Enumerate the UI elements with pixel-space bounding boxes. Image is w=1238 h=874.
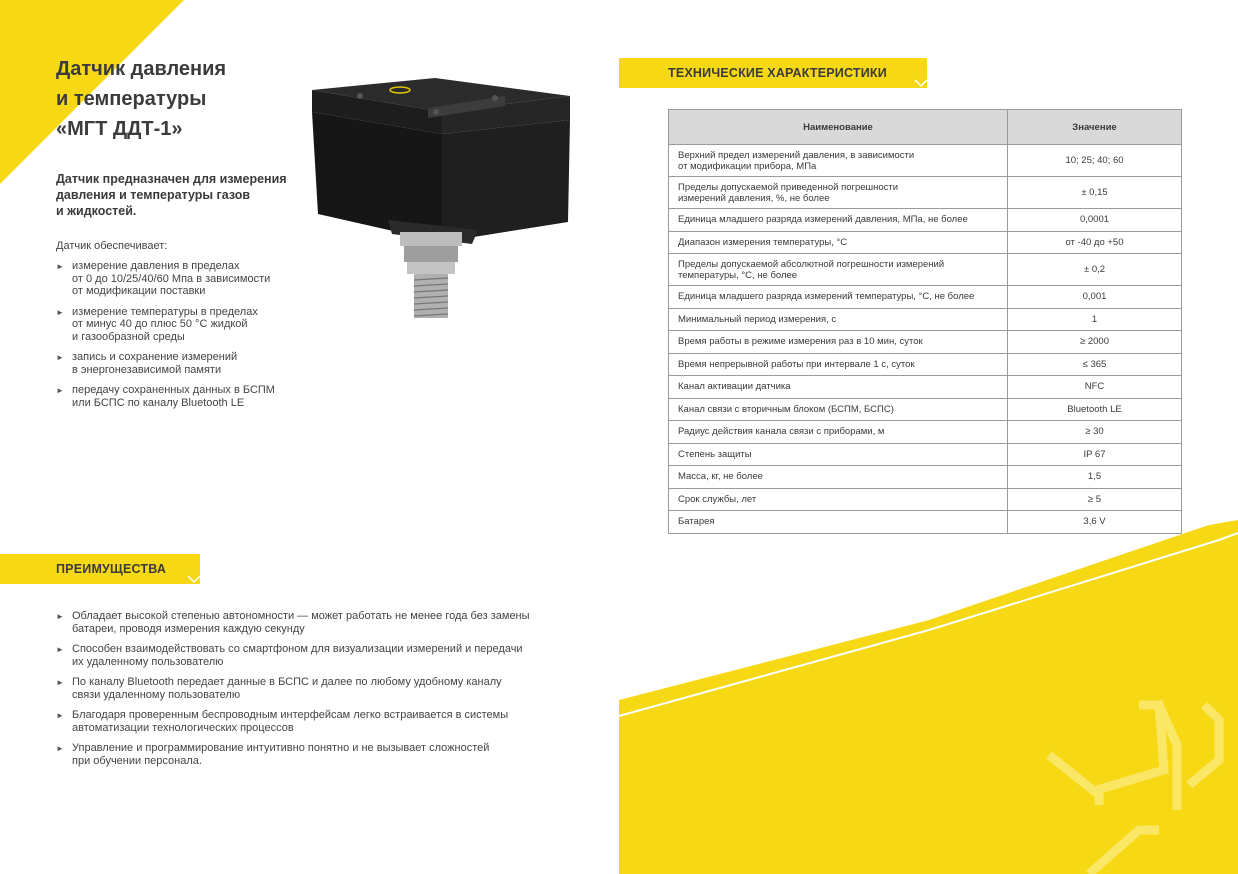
- spec-value-cell: ≥ 5: [1008, 488, 1182, 511]
- spec-name-cell: Время работы в режиме измерения раз в 10 мин, суток: [669, 331, 1008, 354]
- lead-line-2: давления и температуры газов: [56, 188, 251, 202]
- spec-name-cell: Пределы допускаемой абсолютной погрешности измерений температуры, °С, не более: [669, 254, 1008, 286]
- product-lead-text: [56, 171, 287, 219]
- spec-value-cell: ≤ 365: [1008, 353, 1182, 376]
- table-row: [669, 177, 1182, 209]
- title-line-3: «МГТ ДДТ-1»: [56, 118, 183, 140]
- bullet-arrow-icon: ►: [56, 612, 64, 621]
- table-row: [669, 421, 1182, 444]
- feature-text: передачу сохраненных данных в БСПМ или БСПС по каналу Bluetooth LE: [72, 384, 275, 409]
- list-item: [56, 643, 530, 668]
- spec-name-cell: Срок службы, лет: [669, 488, 1008, 511]
- table-row: [669, 308, 1182, 331]
- spec-value-cell: NFC: [1008, 376, 1182, 399]
- spec-name-cell: Батарея: [669, 511, 1008, 534]
- specs-heading-band: [619, 58, 929, 88]
- feature-text: измерение давления в пределах от 0 до 10/25/40/60 Мпа в зависимости от модификации поставки: [72, 260, 271, 297]
- spec-value-cell: ≥ 30: [1008, 421, 1182, 444]
- advantage-text: Обладает высокой степенью автономности — может работать не менее года без замены батареи, проводя измерения каждую секунду: [72, 610, 530, 635]
- spec-name-cell: Единица младшего разряда измерений давления, МПа, не более: [669, 209, 1008, 232]
- list-item: [56, 384, 275, 409]
- spec-name-cell: Степень защиты: [669, 443, 1008, 466]
- list-item: [56, 742, 530, 767]
- spec-name-cell: Время непрерывной работы при интервале 1 с, суток: [669, 353, 1008, 376]
- spec-name-cell: Диапазон измерения температуры, °С: [669, 231, 1008, 254]
- spec-name-cell: Пределы допускаемой приведенной погрешности измерений давления, %, не более: [669, 177, 1008, 209]
- table-row: [669, 231, 1182, 254]
- advantage-text: По каналу Bluetooth передает данные в БСПС и далее по любому удобному каналу связи удаленному пользователю: [72, 676, 502, 701]
- spec-value-cell: ≥ 2000: [1008, 331, 1182, 354]
- spec-name-cell: Канал связи с вторичным блоком (БСПМ, БСПС): [669, 398, 1008, 421]
- provides-label: Датчик обеспечивает:: [56, 240, 168, 252]
- column-header-name: Наименование: [669, 110, 1008, 145]
- column-header-value: Значение: [1008, 110, 1182, 145]
- spec-name-cell: Минимальный период измерения, с: [669, 308, 1008, 331]
- list-item: [56, 709, 530, 734]
- spec-value-cell: Bluetooth LE: [1008, 398, 1182, 421]
- advantage-text: Способен взаимодействовать со смартфоном для визуализации измерений и передачи их удаленному пользователю: [72, 643, 523, 668]
- table-row: [669, 376, 1182, 399]
- bullet-arrow-icon: ►: [56, 711, 64, 720]
- title-line-2: и температуры: [56, 88, 207, 110]
- spec-name-cell: Канал активации датчика: [669, 376, 1008, 399]
- advantages-list: [56, 610, 530, 775]
- lead-line-1: Датчик предназначен для измерения: [56, 172, 287, 186]
- bullet-arrow-icon: ►: [56, 645, 64, 654]
- table-row: [669, 209, 1182, 232]
- spec-value-cell: от -40 до +50: [1008, 231, 1182, 254]
- list-item: [56, 610, 530, 635]
- spec-value-cell: 0,001: [1008, 286, 1182, 309]
- bullet-arrow-icon: ►: [56, 744, 64, 753]
- sensor-device-image: [300, 72, 575, 322]
- table-row: [669, 145, 1182, 177]
- spec-name-cell: Верхний предел измерений давления, в зависимости от модификации прибора, МПа: [669, 145, 1008, 177]
- list-item: [56, 306, 275, 344]
- specs-table: [668, 109, 1182, 534]
- spec-value-cell: 1: [1008, 308, 1182, 331]
- spec-name-cell: Масса, кг, не более: [669, 466, 1008, 489]
- bullet-arrow-icon: ►: [56, 307, 64, 317]
- spec-value-cell: IP 67: [1008, 443, 1182, 466]
- table-row: [669, 398, 1182, 421]
- table-row: [669, 353, 1182, 376]
- bullet-arrow-icon: ►: [56, 386, 64, 395]
- table-header-row: [669, 110, 1182, 145]
- spec-name-cell: Радиус действия канала связи с приборами, м: [669, 421, 1008, 444]
- feature-text: измерение температуры в пределах от минус 40 до плюс 50 °С жидкой и газообразной среды: [72, 305, 258, 343]
- table-row: [669, 511, 1182, 534]
- spec-name-cell: Единица младшего разряда измерений температуры, °С, не более: [669, 286, 1008, 309]
- spec-value-cell: ± 0,2: [1008, 254, 1182, 286]
- spec-value-cell: 3,6 V: [1008, 511, 1182, 534]
- advantages-heading-band: [0, 554, 210, 584]
- advantage-text: Управление и программирование интуитивно понятно и не вызывает сложностей при обучении персонала.: [72, 742, 490, 767]
- bullet-arrow-icon: ►: [56, 262, 64, 271]
- table-row: [669, 466, 1182, 489]
- advantages-title: ПРЕИМУЩЕСТВА: [56, 562, 167, 576]
- features-list: [56, 260, 275, 417]
- lead-line-3: и жидкостей.: [56, 204, 137, 218]
- right-page: [619, 0, 1238, 874]
- list-item: [56, 351, 275, 376]
- bullet-arrow-icon: ►: [56, 678, 64, 687]
- spec-value-cell: 0,0001: [1008, 209, 1182, 232]
- list-item: [56, 260, 275, 298]
- table-row: [669, 254, 1182, 286]
- product-title: [56, 54, 226, 144]
- spec-value-cell: ± 0,15: [1008, 177, 1182, 209]
- specs-table-body: [669, 145, 1182, 534]
- list-item: [56, 676, 530, 701]
- advantage-text: Благодаря проверенным беспроводным интерфейсам легко встраивается в системы автоматизации технологических процессов: [72, 709, 509, 734]
- title-line-1: Датчик давления: [56, 58, 227, 80]
- spec-value-cell: 10; 25; 40; 60: [1008, 145, 1182, 177]
- spec-value-cell: 1,5: [1008, 466, 1182, 489]
- table-row: [669, 331, 1182, 354]
- bullet-arrow-icon: ►: [56, 353, 64, 362]
- table-row: [669, 488, 1182, 511]
- table-row: [669, 286, 1182, 309]
- table-row: [669, 443, 1182, 466]
- specs-title: ТЕХНИЧЕСКИЕ ХАРАКТЕРИСТИКИ: [668, 66, 887, 80]
- feature-text: запись и сохранение измерений в энергонезависимой памяти: [72, 351, 238, 376]
